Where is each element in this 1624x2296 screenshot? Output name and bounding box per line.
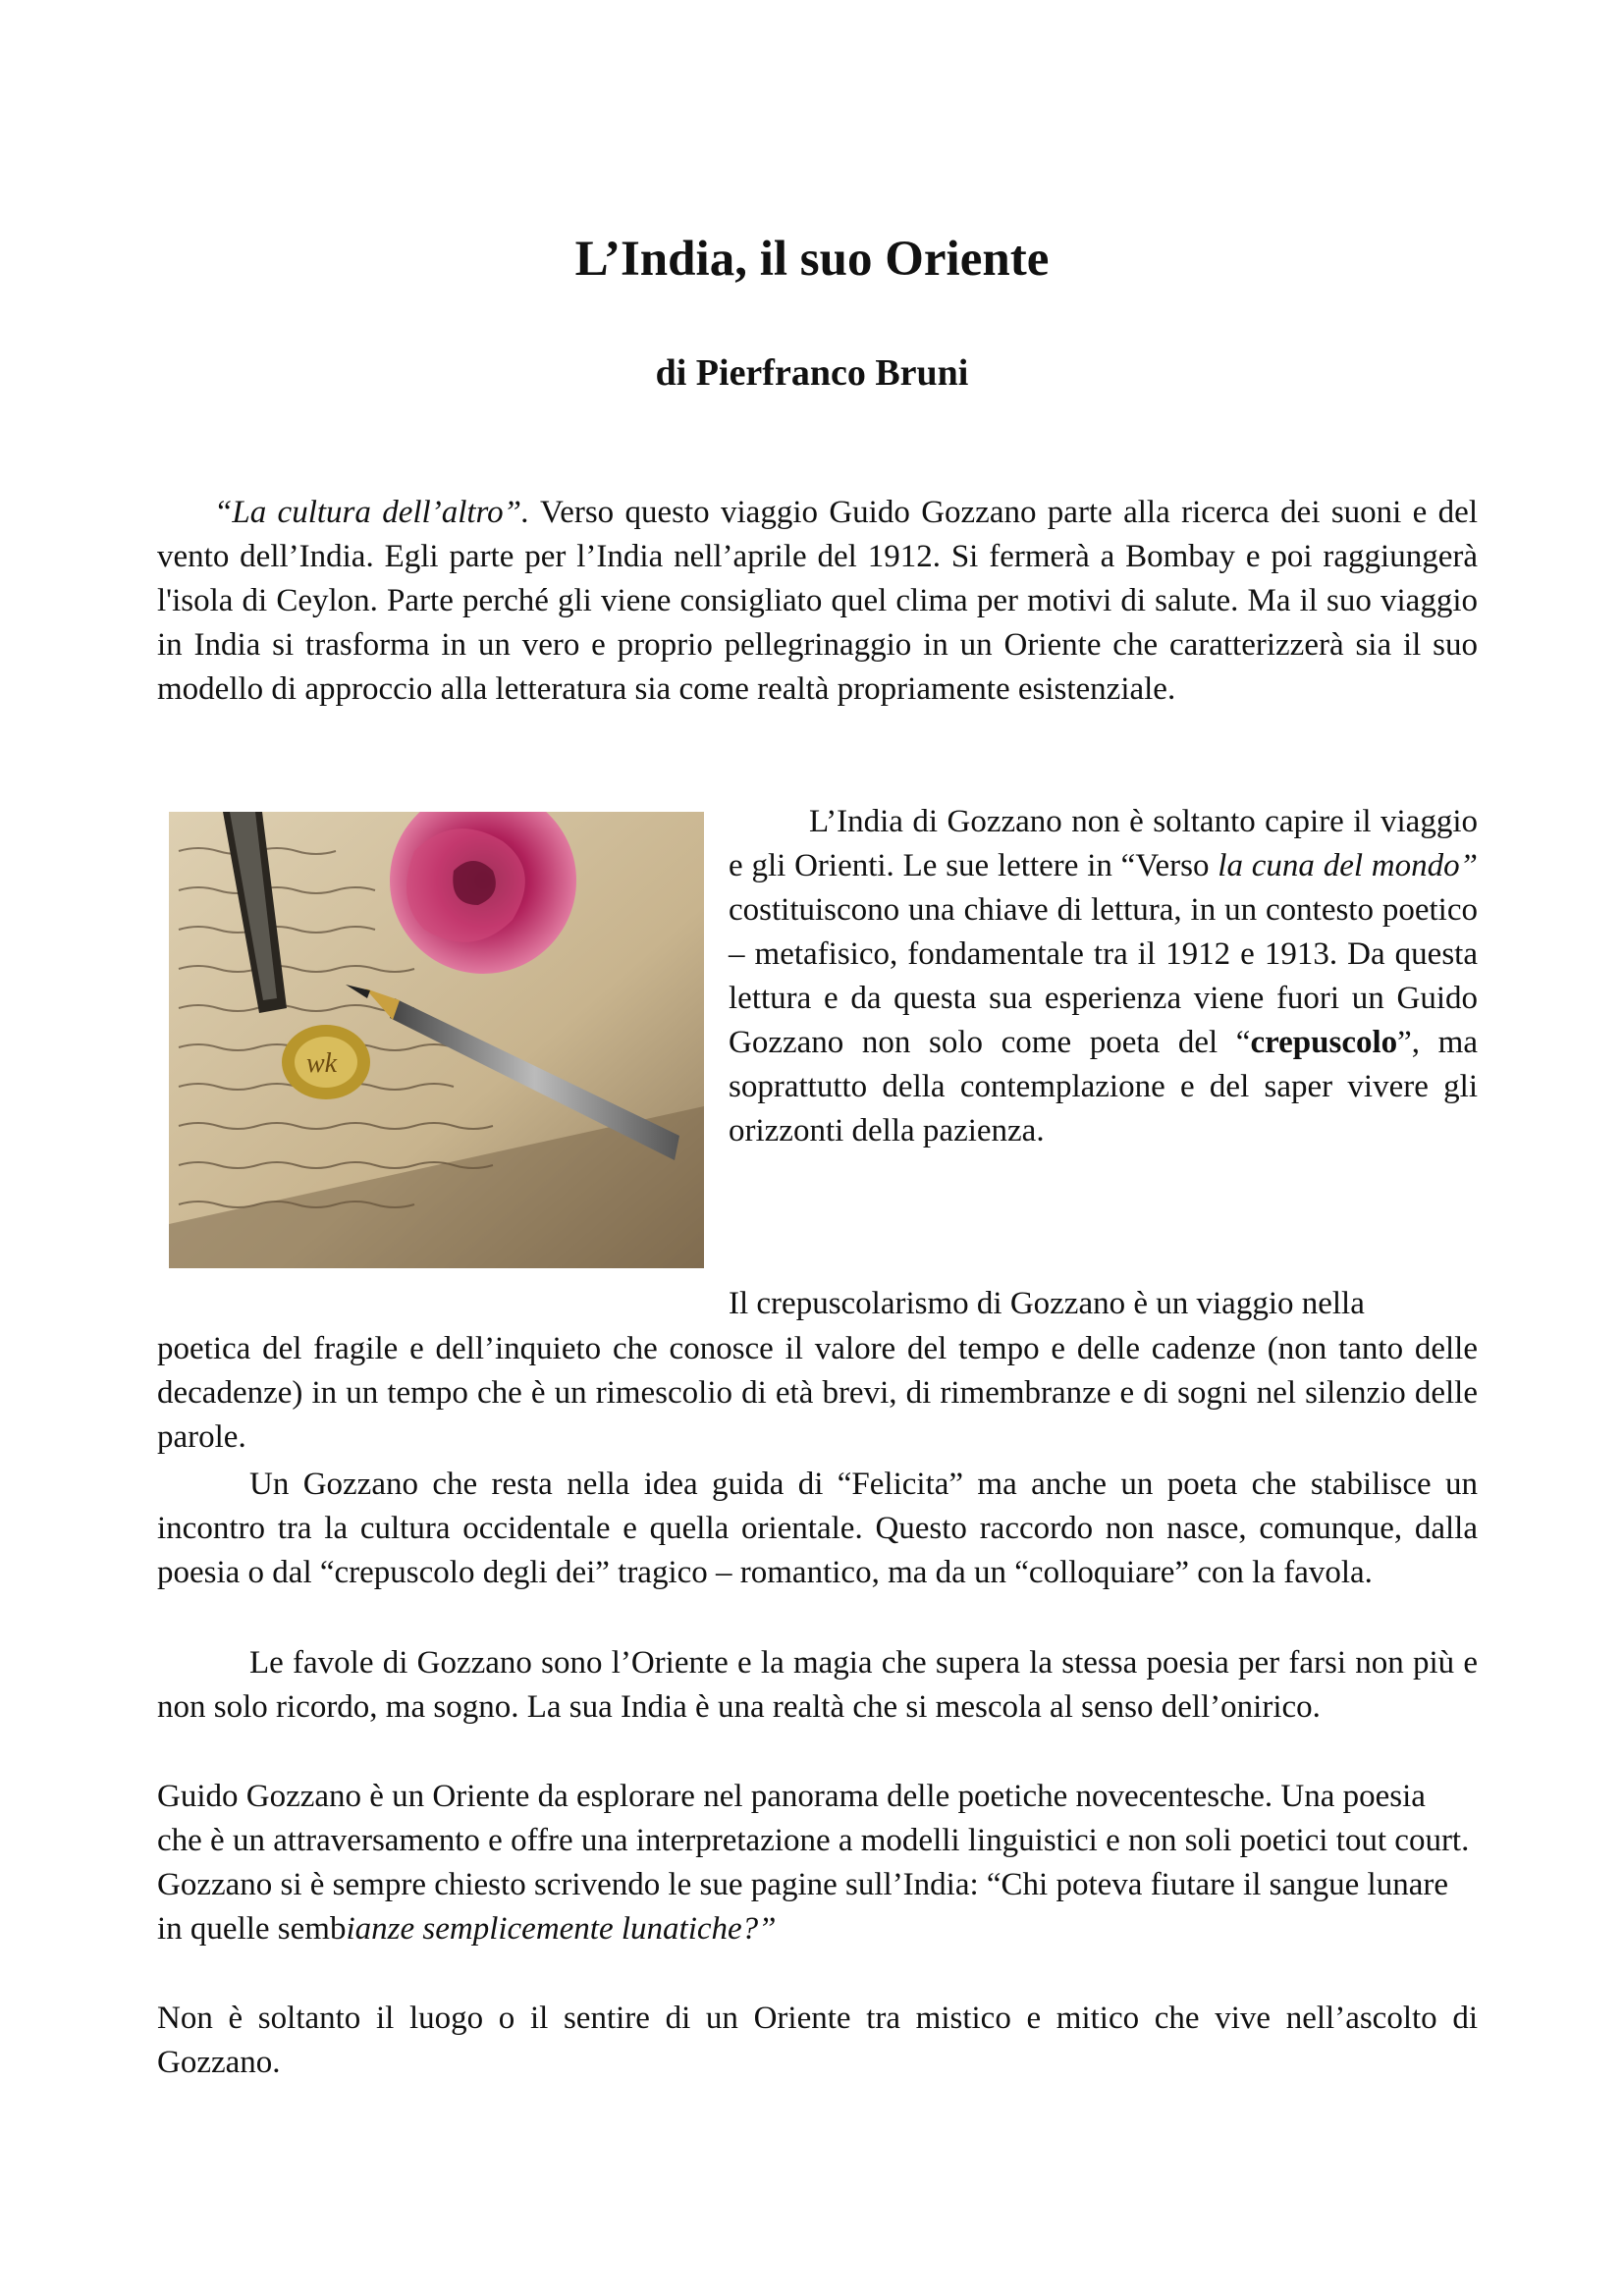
paragraph-crepuscolarismo: poetica del fragile e dell’inquieto che conosce il valore del tempo e delle cadenze (non tanto delle decadenze) in un tempo che è un rimescolio di età brevi, di rimembranze e di sogni nel silenzio delle parole.: [157, 1331, 1478, 1455]
paragraph-esplorare: [157, 1775, 1478, 1951]
paragraph-india: [729, 800, 1478, 1153]
india-text-c: costituiscono una chiave di lettura, in un contesto poetico – metafisico, fondamentale tra il 1912 e 1913. Da questa lettura e da questa sua esperienza viene fuori un Guido Gozzano non solo come poeta del “: [729, 892, 1478, 1060]
quill-pen-letter-flower-icon: [169, 812, 704, 1268]
paragraph-crepuscolarismo-line1: Il crepuscolarismo di Gozzano è un viaggio nella: [729, 1286, 1365, 1321]
esplorare-quote-end: ianze semplicemente lunatiche?”: [346, 1911, 777, 1947]
crepuscolo-term: crepuscolo: [1250, 1025, 1398, 1060]
india-text-a: L’India di Gozzano non è soltanto capire il viaggio e gli Orienti. Le sue lettere in “Verso: [729, 804, 1478, 883]
intro-text: Verso questo viaggio Guido Gozzano parte alla ricerca dei suoni e del vento dell’India. Egli parte per l’India nell’aprile del 1912. Si fermerà a Bombay e poi raggiungerà l'isola di Ceylon. Parte perché gli viene consigliato quel clima per motivi di salute. Ma il suo viaggio in India si trasforma in un vero e proprio pellegrinaggio in un Oriente che caratterizzerà sia il suo modello di approccio alla letteratura sia come realtà propriamente esistenziale.: [157, 495, 1478, 707]
india-text-e: ”, ma soprattutto della contemplazione e del saper vivere gli orizzonti della pazienza.: [729, 1025, 1478, 1148]
paragraph-intro: [157, 491, 1478, 712]
svg-text:wk: wk: [306, 1048, 338, 1079]
esplorare-text: Guido Gozzano è un Oriente da esplorare nel panorama delle poetiche novecentesche. Una poesia che è un attraversamento e offre una interpretazione a modelli linguistici e non soli poetici tout court. Gozzano si è sempre chiesto scrivendo le sue pagine sull’India: “Chi poteva fiutare il sangue lunare in quelle semb: [157, 1779, 1470, 1947]
author-byline: di Pierfranco Bruni: [655, 352, 969, 394]
page-title: L’India, il suo Oriente: [574, 232, 1050, 288]
paragraph-favole: Le favole di Gozzano sono l’Oriente e la magia che supera la stessa poesia per farsi non più e non solo ricordo, ma sogno. La sua India è una realtà che si mescola al senso dell’onirico.: [157, 1645, 1478, 1725]
paragraph-felicita: Un Gozzano che resta nella idea guida di “Felicita” ma anche un poeta che stabilisce un incontro tra la cultura occidentale e quella orientale. Questo raccordo non nasce, comunque, dalla poesia o dal “crepuscolo degli dei” tragico – romantico, ma da un “colloquiare” con la favola.: [157, 1467, 1478, 1590]
side-paragraph: [729, 800, 1478, 1153]
intro-quote: “La cultura dell’altro”.: [214, 495, 530, 530]
india-book-title: la cuna del mondo”: [1218, 848, 1478, 883]
paragraph-closing: Non è soltanto il luogo o il sentire di un Oriente tra mistico e mitico che vive nell’ascolto di Gozzano.: [157, 2001, 1478, 2080]
